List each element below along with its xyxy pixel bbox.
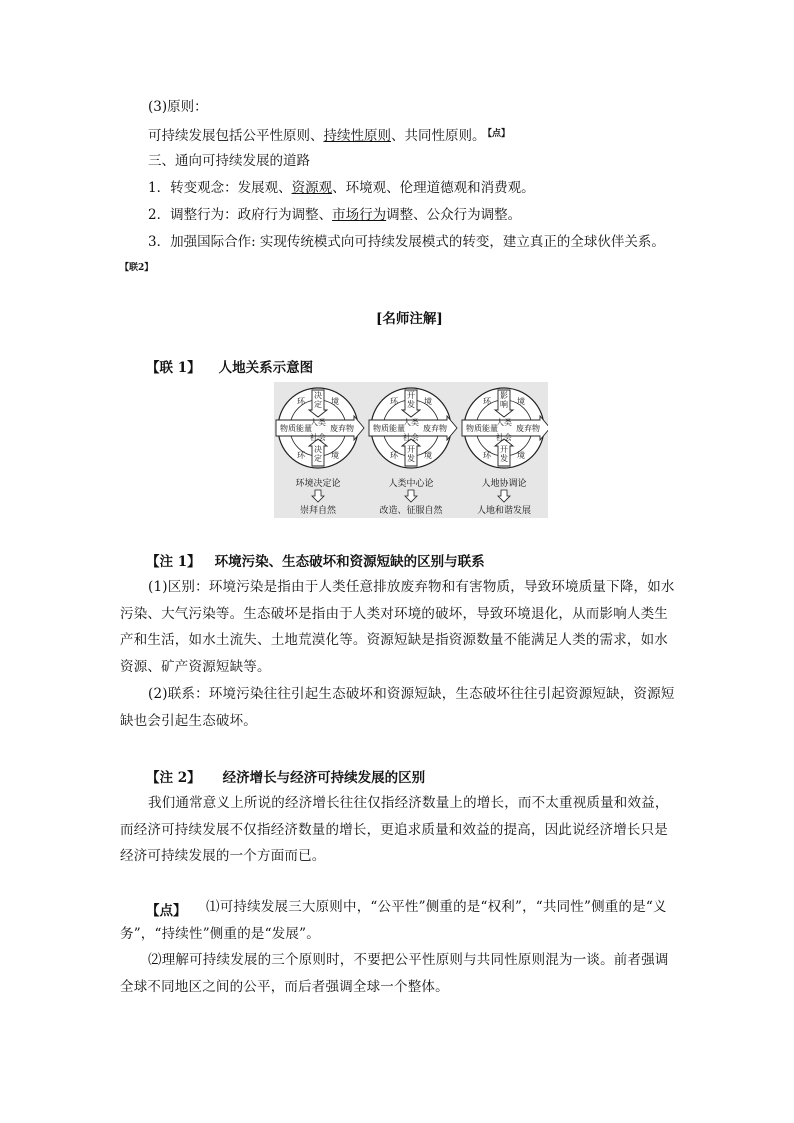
env-label: 境	[517, 451, 525, 460]
zhu1-paragraph-2: (2)联系：环境污染往往引起生态破坏和资源短缺，生态破坏往往引起资源短缺，资源短缺也会引起生态破坏。	[120, 686, 675, 729]
env-label: 境	[424, 397, 432, 406]
item2-before: 2．调整行为：政府行为调整、	[148, 207, 333, 223]
zhu1-heading	[146, 550, 485, 570]
principle-text-after: 、共同性原则。	[391, 128, 486, 144]
env-label: 环	[390, 451, 398, 460]
diagram-caption: 环境决定论	[295, 479, 341, 489]
env-label: 环	[483, 451, 491, 460]
zhu1-title: 环境污染、生态破坏和资源短缺的区别与联系	[214, 554, 485, 570]
top-arrow-text: 响	[500, 400, 508, 409]
section3-item3-tag: 【联2】	[120, 263, 154, 273]
down-arrow-icon	[312, 490, 324, 502]
society-label: 社会	[310, 433, 326, 442]
bottom-arrow-text: 定	[314, 454, 322, 463]
zhu2-title: 经济增长与经济可持续发展的区别	[222, 770, 426, 786]
dian-label: 【点】	[146, 903, 187, 919]
env-label: 环	[297, 397, 305, 406]
principle-heading: (3)原则：	[148, 99, 208, 115]
principle-tag: 【点】	[487, 129, 511, 139]
item1-after: 、环境观、伦理道德观和消费观。	[332, 180, 535, 196]
material-energy-label: 物质能量	[466, 424, 498, 433]
principle-text	[148, 124, 510, 146]
zhu2-label: 【注 2】	[146, 770, 201, 786]
section3-item3: 3．加强国际合作: 实现传统模式向可持续发展模式的转变，建立真正的全球伙伴关系。	[148, 234, 665, 250]
section3-heading: 三、通向可持续发展的道路	[148, 153, 310, 169]
item1-underlined: 资源观	[291, 180, 333, 196]
diagram-result: 崇拜自然	[299, 506, 337, 516]
waste-label: 废弃物	[330, 424, 354, 433]
item2-underlined: 市场行为	[332, 207, 387, 223]
bottom-arrow-text: 发	[500, 454, 508, 463]
diagram-result: 改造、征服自然	[379, 506, 443, 516]
down-arrow-icon	[498, 490, 510, 502]
waste-label: 废弃物	[423, 424, 447, 433]
bottom-arrow-text: 开	[500, 445, 508, 454]
people-label: 人类	[310, 418, 326, 427]
diagram-result: 人地和谐发展	[476, 506, 532, 516]
section3-item2	[148, 205, 521, 225]
env-label: 境	[517, 397, 525, 406]
top-arrow-text: 开	[407, 391, 415, 400]
env-label: 环	[297, 451, 305, 460]
lian1-label: 【联 1】	[146, 360, 201, 376]
principle-text-before: 可持续发展包括公平性原则、	[148, 128, 324, 144]
zhu2-heading	[146, 766, 425, 786]
principle-underlined: 持续性原则	[323, 128, 391, 144]
env-label: 境	[424, 451, 432, 460]
top-arrow-text: 定	[314, 400, 322, 409]
teacher-notes-title: [名师注解]	[376, 311, 443, 327]
society-label: 社会	[403, 433, 419, 442]
people-label: 人类	[496, 418, 512, 427]
bottom-arrow-text: 发	[407, 454, 415, 463]
top-arrow-text: 发	[407, 400, 415, 409]
env-label: 境	[331, 397, 339, 406]
waste-label: 废弃物	[516, 424, 540, 433]
env-label: 境	[331, 451, 339, 460]
item2-after: 调整、公众行为调整。	[386, 207, 522, 223]
material-energy-label: 物质能量	[280, 424, 312, 433]
lian1-heading	[146, 356, 313, 376]
people-label: 人类	[403, 418, 419, 427]
society-label: 社会	[496, 433, 512, 442]
top-arrow-text: 影	[500, 391, 508, 400]
down-arrow-icon	[405, 490, 417, 502]
section3-item1	[148, 178, 535, 198]
zhu2-paragraph-1: 我们通常意义上所说的经济增长往往仅指经济数量上的增长，而不太重视质量和效益，而经济可持续发展不仅指经济数量的增长，更追求质量和效益的提高，因此说经济增长只是经济可持续发展的一个方面而已。	[120, 795, 669, 864]
item1-before: 1．转变观念：发展观、	[148, 180, 292, 196]
env-label: 环	[390, 397, 398, 406]
figure-svg	[274, 382, 548, 518]
dian-paragraph-1: ⑴可持续发展三大原则中，“公平性”侧重的是“权利”，“共同性”侧重的是“义务”，“持续性”侧重的是“发展”。	[120, 899, 667, 942]
top-arrow-text: 决	[314, 391, 322, 400]
dian-paragraph-2: ⑵理解可持续发展的三个原则时，不要把公平性原则与共同性原则混为一谈。前者强调全球不同地区之间的公平，而后者强调全球一个整体。	[120, 952, 669, 995]
zhu1-label: 【注 1】	[146, 554, 201, 570]
bottom-arrow-text: 开	[407, 445, 415, 454]
bottom-arrow-text: 决	[314, 445, 322, 454]
diagram-caption: 人地协调论	[481, 479, 527, 489]
lian1-title: 人地关系示意图	[218, 360, 314, 376]
man-land-relationship-figure	[274, 382, 548, 518]
env-label: 环	[483, 397, 491, 406]
material-energy-label: 物质能量	[373, 424, 405, 433]
zhu1-paragraph-1: (1)区别：环境污染是指由于人类任意排放废弃物和有害物质，导致环境质量下降，如水污染、大气污染等。生态破坏是指由于人类对环境的破坏，导致环境退化，从而影响人类生产和生活，如水土流失、土地荒漠化等。资源短缺是指资源数量不能满足人类的需求，如水资源、矿产资源短缺等。	[120, 579, 675, 675]
diagram-caption: 人类中心论	[388, 479, 434, 489]
